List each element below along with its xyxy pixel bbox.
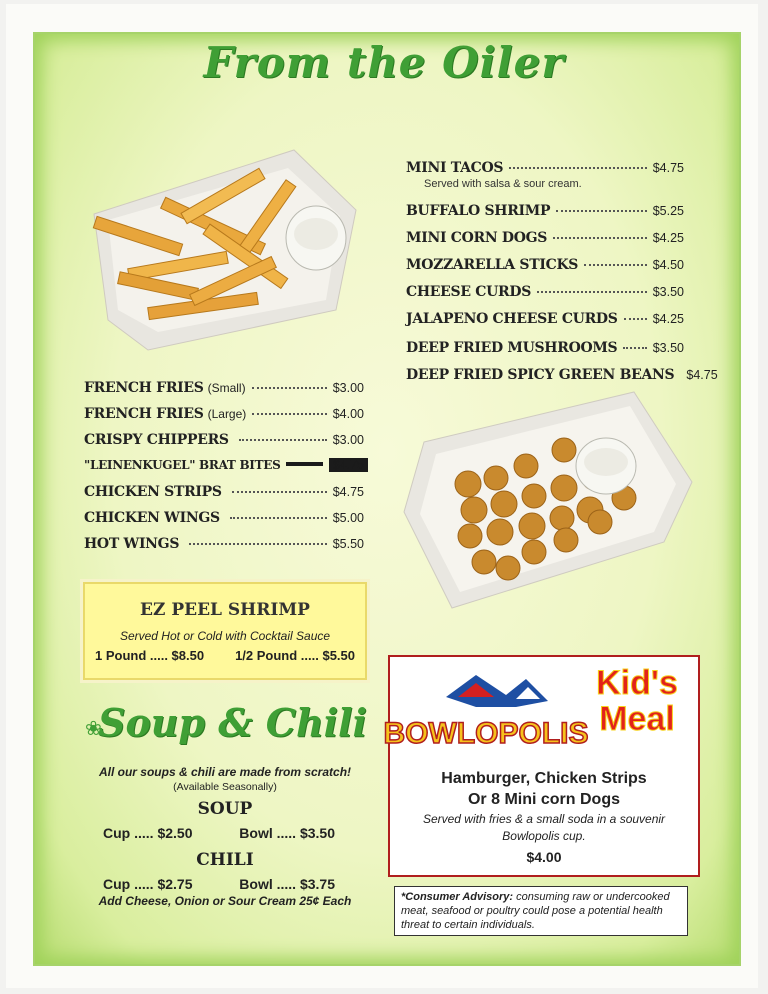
chili-heading: CHILI	[196, 850, 254, 870]
soup-cup: Cup ..... $2.50	[103, 825, 193, 841]
ez-peel-shrimp-box	[83, 582, 367, 680]
soup-heading: SOUP	[197, 799, 253, 819]
menu-item: DEEP FRIED SPICY GREEN BEANS $4.75	[406, 367, 718, 383]
shrimp-prices	[95, 648, 355, 663]
advisory-label: *Consumer Advisory:	[401, 891, 514, 903]
kids-meal-label: Kid's Meal	[596, 664, 678, 738]
shrimp-title: EZ PEEL SHRIMP	[140, 600, 310, 620]
soup-addons: Add Cheese, Onion or Sour Cream 25¢ Each	[98, 894, 352, 908]
cheese-curds-photo	[404, 392, 694, 614]
menu-item: CHICKEN WINGS $5.00	[84, 510, 364, 526]
menu-item: DEEP FRIED MUSHROOMS $3.50	[406, 340, 684, 356]
menu-item: CRISPY CHIPPERS $3.00	[84, 432, 364, 448]
fries-photo	[88, 150, 360, 358]
soup-prices	[103, 825, 335, 841]
shrimp-half-pound: 1/2 Pound ..... $5.50	[235, 648, 355, 663]
bowlopolis-logo	[383, 667, 589, 763]
menu-item: CHICKEN STRIPS $4.75	[84, 484, 364, 500]
svg-text:BOWLOPOLIS: BOWLOPOLIS	[383, 717, 589, 750]
shrimp-one-pound: 1 Pound ..... $8.50	[95, 648, 205, 663]
menu-item: FRENCH FRIES (Large) $4.00	[84, 406, 364, 422]
chili-bowl: Bowl ..... $3.75	[239, 876, 335, 892]
menu-item-redacted: "LEINENKUGEL" BRAT BITES $4.75	[84, 458, 368, 472]
menu-item: JALAPENO CHEESE CURDS $4.25	[406, 311, 684, 327]
chili-prices	[103, 876, 335, 892]
soup-note: All our soups & chili are made from scratch!	[98, 765, 352, 779]
kids-meal-details: Served with fries & a small soda in a souvenir Bowlopolis cup.	[422, 812, 666, 843]
clover-icon: ❀	[85, 718, 102, 740]
kids-meal-options: Hamburger, Chicken Strips Or 8 Mini corn Dogs	[441, 770, 647, 808]
advisory-text: consuming raw or undercooked meat, seafood or poultry could pose a potential health threat to certain individuals.	[401, 891, 670, 931]
kids-meal-price: $4.00	[526, 849, 562, 865]
shrimp-subtitle: Served Hot or Cold with Cocktail Sauce	[119, 629, 331, 643]
kids-meal-box	[383, 655, 700, 877]
consumer-advisory	[394, 886, 688, 936]
soup-bowl: Bowl ..... $3.50	[239, 825, 335, 841]
menu-item: HOT WINGS $5.50	[84, 536, 364, 552]
soup-seasonal: (Available Seasonally)	[173, 781, 277, 793]
item-description: Served with salsa & sour cream.	[424, 178, 582, 190]
menu-item: CHEESE CURDS $3.50	[406, 284, 684, 300]
menu-item: BUFFALO SHRIMP $5.25	[406, 203, 684, 219]
menu-item: MOZZARELLA STICKS $4.50	[406, 257, 684, 273]
menu-item: MINI TACOS $4.75	[406, 160, 684, 176]
menu-item: MINI CORN DOGS $4.25	[406, 230, 684, 246]
soup-chili-title: Soup & Chili	[98, 700, 367, 745]
page-title: From the Oiler	[203, 38, 565, 87]
menu-item: FRENCH FRIES (Small) $3.00	[84, 380, 364, 396]
chili-cup: Cup ..... $2.75	[103, 876, 193, 892]
